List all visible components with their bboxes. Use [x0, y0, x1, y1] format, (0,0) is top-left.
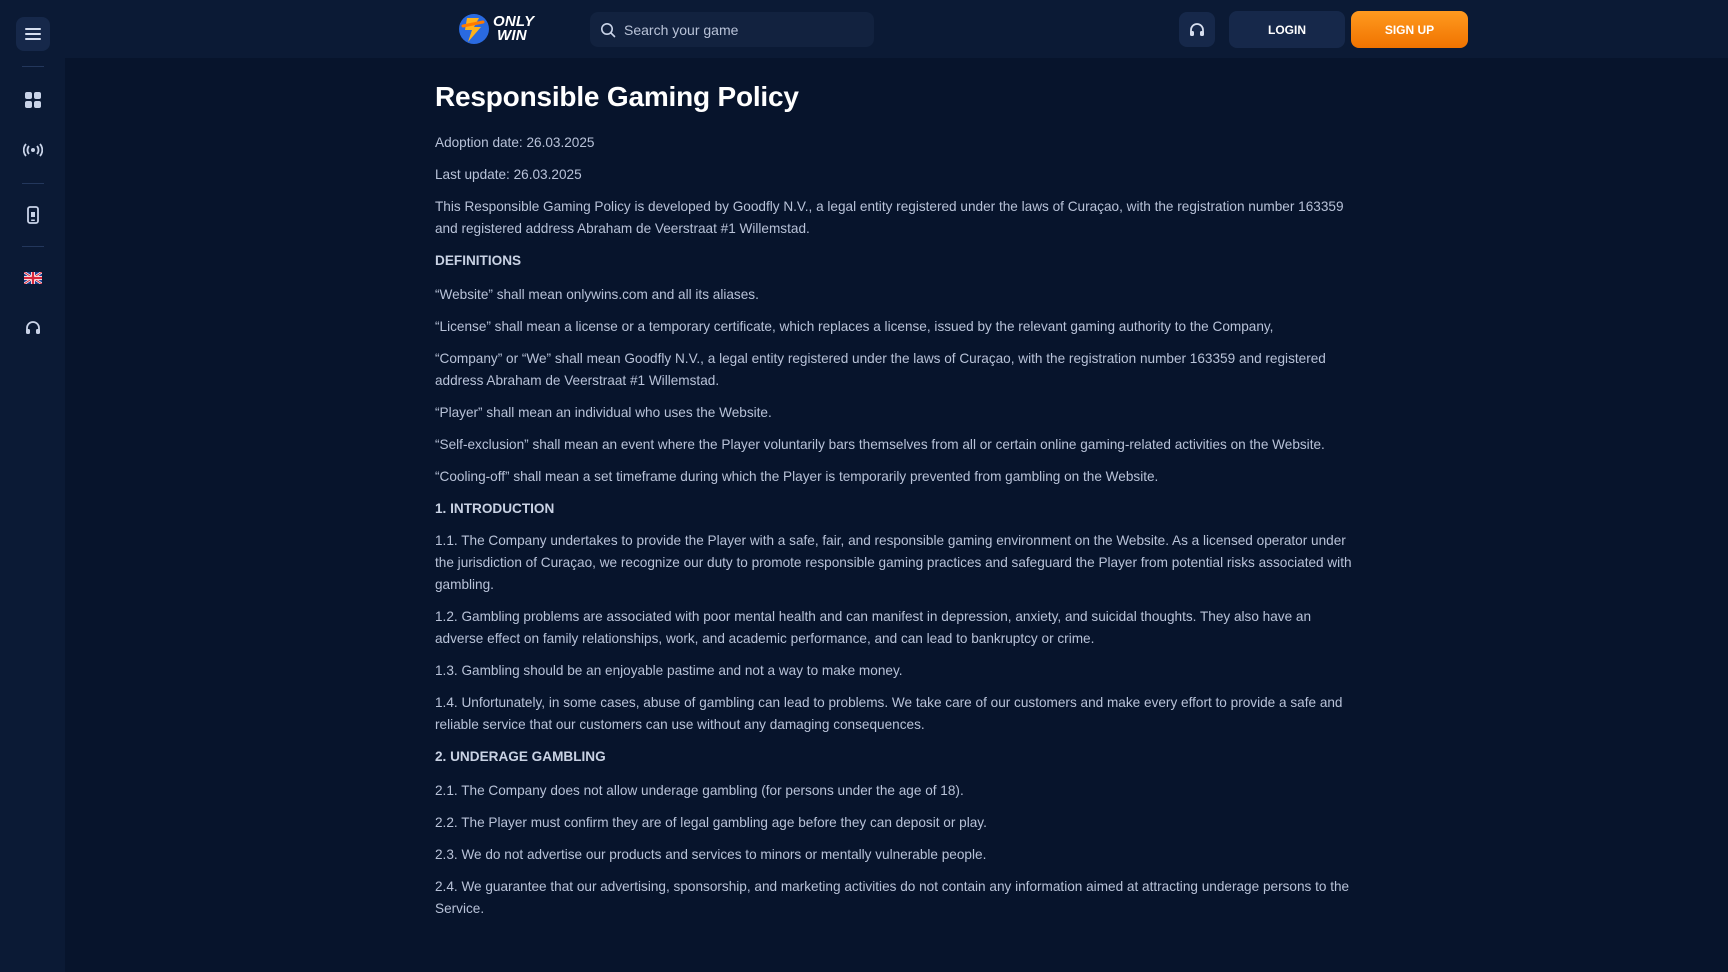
clause-2-1: 2.1. The Company does not allow underage gambling (for persons under the age of 18).: [435, 783, 964, 798]
sidebar-divider: [22, 66, 44, 67]
menu-icon[interactable]: [16, 17, 50, 51]
sidebar-divider: [22, 183, 44, 184]
definition-self-exclusion: “Self-exclusion” shall mean an event where the Player voluntarily bars themselves from all or certain online gaming-related activities on the Website.: [435, 437, 1325, 452]
headset-icon: [1189, 22, 1205, 38]
definitions-heading: DEFINITIONS: [435, 253, 522, 268]
top-bar: [65, 0, 1728, 58]
uk-flag-icon[interactable]: [16, 261, 50, 295]
games-grid-icon[interactable]: [16, 83, 50, 117]
policy-content: [435, 78, 1360, 930]
clause-2-2: 2.2. The Player must confirm they are of legal gambling age before they can deposit or play.: [435, 815, 987, 830]
clause-1-2: 1.2. Gambling problems are associated with poor mental health and can manifest in depression, anxiety, and suicidal thoughts. They also have an adverse effect on family relationships, work, and academic performance, and can lead to bankruptcy or crime.: [435, 609, 1312, 646]
clause-1-4: 1.4. Unfortunately, in some cases, abuse of gambling can lead to problems. We take care of our customers and make every effort to provide a safe and reliable service that our customers can use without any damaging consequences.: [435, 695, 1343, 732]
search-box[interactable]: [590, 12, 874, 47]
clause-2-3: 2.3. We do not advertise our products and services to minors or mentally vulnerable people.: [435, 847, 987, 862]
clause-1-3: 1.3. Gambling should be an enjoyable pastime and not a way to make money.: [435, 663, 903, 678]
sidebar: [0, 0, 65, 972]
search-input[interactable]: [624, 22, 854, 38]
logo-text-line2: WIN: [497, 27, 527, 44]
definition-company: “Company” or “We” shall mean Goodfly N.V., a legal entity registered under the laws of Curaçao, with the registration number 163359 and registered address Abraham de Veerstraat #1 Willemstad.: [435, 351, 1326, 388]
last-update-date: Last update: 26.03.2025: [435, 167, 582, 182]
definition-website: “Website” shall mean onlywins.com and all its aliases.: [435, 287, 759, 302]
signup-button[interactable]: SIGN UP: [1351, 11, 1468, 48]
definition-license: “License” shall mean a license or a temporary certificate, which replaces a license, issued by the relevant gaming authority to the Company,: [435, 319, 1274, 334]
live-broadcast-icon[interactable]: [16, 133, 50, 167]
logo[interactable]: [457, 12, 534, 46]
login-button[interactable]: LOGIN: [1229, 11, 1345, 48]
sidebar-divider: [22, 246, 44, 247]
definition-player: “Player” shall mean an individual who uses the Website.: [435, 405, 772, 420]
headset-icon[interactable]: [16, 311, 50, 345]
logo-emblem-icon: [457, 12, 491, 46]
page-title: Responsible Gaming Policy: [435, 81, 799, 112]
section-introduction-heading: 1. INTRODUCTION: [435, 501, 555, 516]
logo-text-line1: ONLY: [493, 13, 535, 30]
search-icon: [600, 22, 616, 38]
clause-1-1: 1.1. The Company undertakes to provide the Player with a safe, fair, and responsible gaming environment on the Website. As a licensed operator under the jurisdiction of Curaçao, we recognize our duty to promote responsible gaming practices and safeguard the Player from potential risks associated with gambling.: [435, 533, 1352, 592]
section-underage-heading: 2. UNDERAGE GAMBLING: [435, 749, 606, 764]
intro-paragraph: This Responsible Gaming Policy is developed by Goodfly N.V., a legal entity registered under the laws of Curaçao, with the registration number 163359 and registered address Abraham de Veerstraat #1 Willemstad.: [435, 199, 1344, 236]
clause-2-4: 2.4. We guarantee that our advertising, sponsorship, and marketing activities do not contain any information aimed at attracting underage persons to the Service.: [435, 879, 1350, 916]
adoption-date: Adoption date: 26.03.2025: [435, 135, 595, 150]
mobile-phone-icon[interactable]: [16, 198, 50, 232]
support-button[interactable]: [1179, 12, 1215, 47]
definition-cooling-off: “Cooling-off” shall mean a set timeframe during which the Player is temporarily prevented from gambling on the Website.: [435, 469, 1159, 484]
